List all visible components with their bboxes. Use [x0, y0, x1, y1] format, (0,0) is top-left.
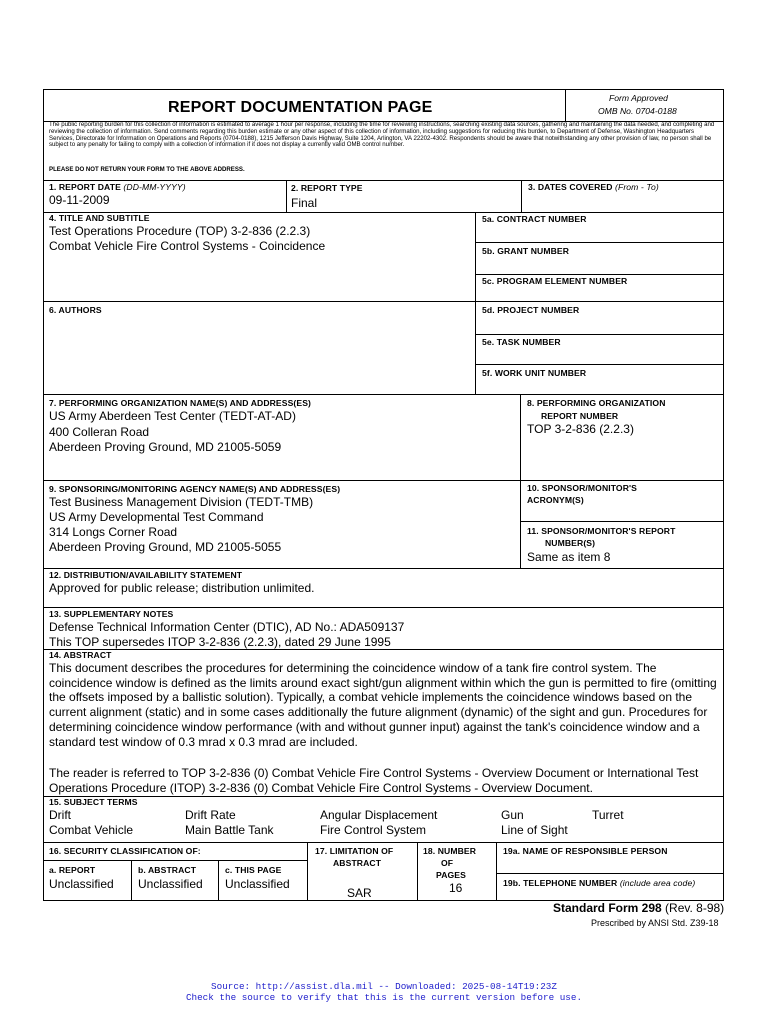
grant-number-label: 5b. GRANT NUMBER	[482, 246, 570, 256]
supplementary-line-1: Defense Technical Information Center (DTIC), AD No.: ADA509137	[49, 620, 405, 634]
performing-report-label-2: REPORT NUMBER	[541, 411, 619, 421]
subject-term: Turret	[592, 808, 624, 822]
performing-org-label: 7. PERFORMING ORGANIZATION NAME(S) AND ADDRESS(ES)	[49, 398, 312, 408]
sponsoring-line-2: US Army Developmental Test Command	[49, 510, 264, 524]
title-line-2: Combat Vehicle Fire Control Systems - Coincidence	[49, 239, 326, 253]
subject-term: Combat Vehicle	[49, 823, 134, 837]
subject-term: Fire Control System	[320, 823, 427, 837]
sponsoring-line-4: Aberdeen Proving Ground, MD 21005-5055	[49, 540, 282, 554]
form-approved: Form Approved	[609, 93, 668, 103]
subject-terms-label: 15. SUBJECT TERMS	[49, 797, 138, 807]
program-element-label: 5c. PROGRAM ELEMENT NUMBER	[482, 276, 628, 286]
sponsor-acronym-label-1: 10. SPONSOR/MONITOR'S	[527, 483, 637, 493]
title-line-1: Test Operations Procedure (TOP) 3-2-836 (2.2.3)	[49, 224, 311, 238]
sponsoring-line-1: Test Business Management Division (TEDT-TMB)	[49, 495, 314, 509]
report-date-value: 09-11-2009	[49, 193, 110, 207]
report-class-value: Unclassified	[49, 877, 114, 891]
contract-number-label: 5a. CONTRACT NUMBER	[482, 214, 587, 224]
check-line: Check the source to verify that this is the current version before use.	[185, 992, 583, 1003]
source-line: Source: http://assist.dla.mil -- Downloaded: 2025-08-14T19:23Z	[211, 981, 557, 992]
page-class-value: Unclassified	[225, 877, 290, 891]
page-title: REPORT DOCUMENTATION PAGE	[168, 99, 433, 116]
report-type-label: 2. REPORT TYPE	[291, 183, 363, 193]
number-of-pages-label-3: PAGES	[436, 870, 466, 880]
sponsor-report-label-1: 11. SPONSOR/MONITOR'S REPORT	[527, 526, 676, 536]
performing-org-line-2: 400 Colleran Road	[49, 425, 150, 439]
performing-report-label-1: 8. PERFORMING ORGANIZATION	[527, 398, 666, 408]
task-number-label: 5e. TASK NUMBER	[482, 337, 561, 347]
subject-term: Gun	[501, 808, 524, 822]
subject-term: Angular Displacement	[320, 808, 438, 822]
sponsor-report-value: Same as item 8	[527, 550, 611, 564]
supplementary-label: 13. SUPPLEMENTARY NOTES	[49, 609, 174, 619]
number-of-pages-label-1: 18. NUMBER	[423, 846, 477, 856]
title-subtitle-label: 4. TITLE AND SUBTITLE	[49, 213, 150, 223]
project-number-label: 5d. PROJECT NUMBER	[482, 305, 580, 315]
sponsoring-line-3: 314 Longs Corner Road	[49, 525, 178, 539]
distribution-label: 12. DISTRIBUTION/AVAILABILITY STATEMENT	[49, 570, 243, 580]
telephone-label: 19b. TELEPHONE NUMBER (include area code)	[503, 878, 696, 888]
abstract-label: 14. ABSTRACT	[49, 650, 112, 660]
abstract-class-value: Unclassified	[138, 877, 203, 891]
subject-term: Main Battle Tank	[185, 823, 274, 837]
omb-number: OMB No. 0704-0188	[598, 106, 677, 116]
limitation-label-2: ABSTRACT	[333, 858, 382, 868]
number-of-pages-label-2: OF	[441, 858, 454, 868]
performing-report-value: TOP 3-2-836 (2.2.3)	[527, 422, 634, 436]
security-classification-label: 16. SECURITY CLASSIFICATION OF:	[49, 846, 201, 856]
burden-statement: The public reporting burden for this collection of information is estimated to average 1 hour per response, including the time for reviewing instructions, searching existing data sources, gathering and maintaining the data needed, and completing and reviewing the collection of information. Send comments regarding this burden estimate or any other aspect of this collection of information, including suggestions for reducing this burden, to Department of Defense, Washington Headquarters Services, Directorate for Information on Operations and Reports (0704-0188), 1215 Jefferson Davis Highway, Suite 1204, Arlington, VA 22202-4302. Respondents should be aware that notwithstanding any other provision of law, no person shall be subject to any penalty for failing to comply with a collection of information if it does not display a currently valid OMB control number.	[49, 121, 715, 149]
dates-covered-label: 3. DATES COVERED (From - To)	[528, 182, 659, 192]
limitation-value: SAR	[347, 886, 372, 900]
page-class-label: c. THIS PAGE	[225, 865, 282, 875]
sf298-form	[43, 89, 724, 901]
performing-org-line-3: Aberdeen Proving Ground, MD 21005-5059	[49, 440, 282, 454]
number-of-pages-value: 16	[449, 881, 463, 895]
abstract-paragraph-1: This document describes the procedures for determining the coincidence window of a tank fire control system. The coincidence window is defined as the limits around exact sight/gun alignment within which the gun is permitted to fire (omitting the offsets imposed by a ballistic solution). Typically, a combat vehicle implements the coincidence windows based on the current alignment (static) and in some cases additionally the future alignment (dynamic) of the sight and gun. Procedures for determining coincidence window performance (with and without gunner input) against the tank's coincidence window and a standard test window of 0.3 mrad x 0.3 mrad are included.	[49, 661, 717, 749]
subject-term: Drift	[49, 808, 71, 822]
report-date-label: 1. REPORT DATE (DD-MM-YYYY)	[49, 182, 186, 192]
prescribed-by: Prescribed by ANSI Std. Z39-18	[591, 918, 719, 928]
abstract-paragraph-2: The reader is referred to TOP 3-2-836 (0) Combat Vehicle Fire Control Systems - Overview Document or International Test Operations Procedure (ITOP) 3-2-836 (0) Combat Vehicle Fire Control Systems - Overview Document.	[49, 766, 699, 795]
standard-form-label: Standard Form 298 (Rev. 8-98)	[553, 901, 725, 915]
authors-label: 6. AUTHORS	[49, 305, 102, 315]
supplementary-line-2: This TOP supersedes ITOP 3-2-836 (2.2.3), dated 29 June 1995	[49, 635, 391, 649]
do-not-return: PLEASE DO NOT RETURN YOUR FORM TO THE ABOVE ADDRESS.	[49, 166, 245, 173]
limitation-label-1: 17. LIMITATION OF	[315, 846, 394, 856]
responsible-person-label: 19a. NAME OF RESPONSIBLE PERSON	[503, 846, 668, 856]
distribution-value: Approved for public release; distribution unlimited.	[49, 581, 315, 595]
subject-term: Line of Sight	[501, 823, 568, 837]
work-unit-label: 5f. WORK UNIT NUMBER	[482, 368, 587, 378]
sponsoring-agency-label: 9. SPONSORING/MONITORING AGENCY NAME(S) AND ADDRESS(ES)	[49, 484, 341, 494]
subject-term: Drift Rate	[185, 808, 236, 822]
performing-org-line-1: US Army Aberdeen Test Center (TEDT-AT-AD)	[49, 409, 296, 423]
report-type-value: Final	[291, 196, 318, 210]
sponsor-report-label-2: NUMBER(S)	[545, 538, 596, 548]
report-class-label: a. REPORT	[49, 865, 96, 875]
sponsor-acronym-label-2: ACRONYM(S)	[527, 495, 584, 505]
abstract-class-label: b. ABSTRACT	[138, 865, 197, 875]
